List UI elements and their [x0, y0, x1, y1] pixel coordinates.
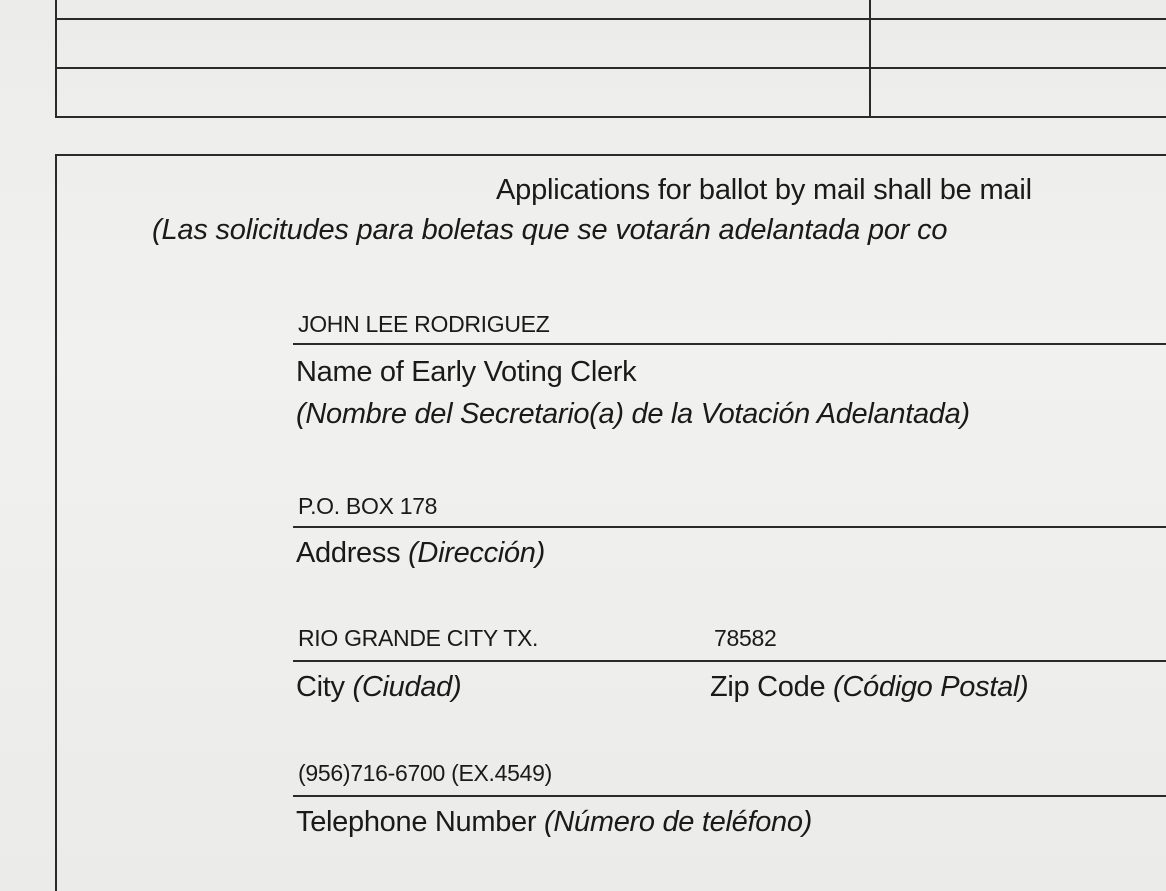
- table-row-divider: [57, 67, 1166, 69]
- clerk-name-label: Name of Early Voting Clerk: [296, 356, 637, 388]
- city-label: City (Ciudad): [296, 671, 462, 703]
- mailing-heading-spanish: (Las solicitudes para boletas que se votarán adelantada por co: [152, 214, 948, 246]
- zip-label: Zip Code (Código Postal): [710, 671, 1029, 703]
- clerk-name-rule: [293, 343, 1166, 345]
- address-rule: [293, 526, 1166, 528]
- telephone-rule: [293, 795, 1166, 797]
- top-table: [55, 0, 1166, 118]
- address-label: Address (Dirección): [296, 537, 545, 569]
- city-value: RIO GRANDE CITY TX.: [298, 625, 539, 651]
- clerk-name-label-spanish: (Nombre del Secretario(a) de la Votación Adelantada): [296, 398, 970, 430]
- zip-value: 78582: [714, 625, 777, 651]
- table-row-divider: [57, 18, 1166, 20]
- clerk-name-value: JOHN LEE RODRIGUEZ: [298, 311, 550, 337]
- mailing-heading: Applications for ballot by mail shall be mail: [496, 174, 1032, 206]
- telephone-label: Telephone Number (Número de teléfono): [296, 806, 813, 838]
- address-value: P.O. BOX 178: [298, 493, 438, 519]
- city-zip-rule: [293, 660, 1166, 662]
- table-column-divider: [869, 0, 871, 116]
- telephone-value: (956)716-6700 (EX.4549): [298, 760, 552, 786]
- mailing-instructions-box: [55, 154, 1166, 891]
